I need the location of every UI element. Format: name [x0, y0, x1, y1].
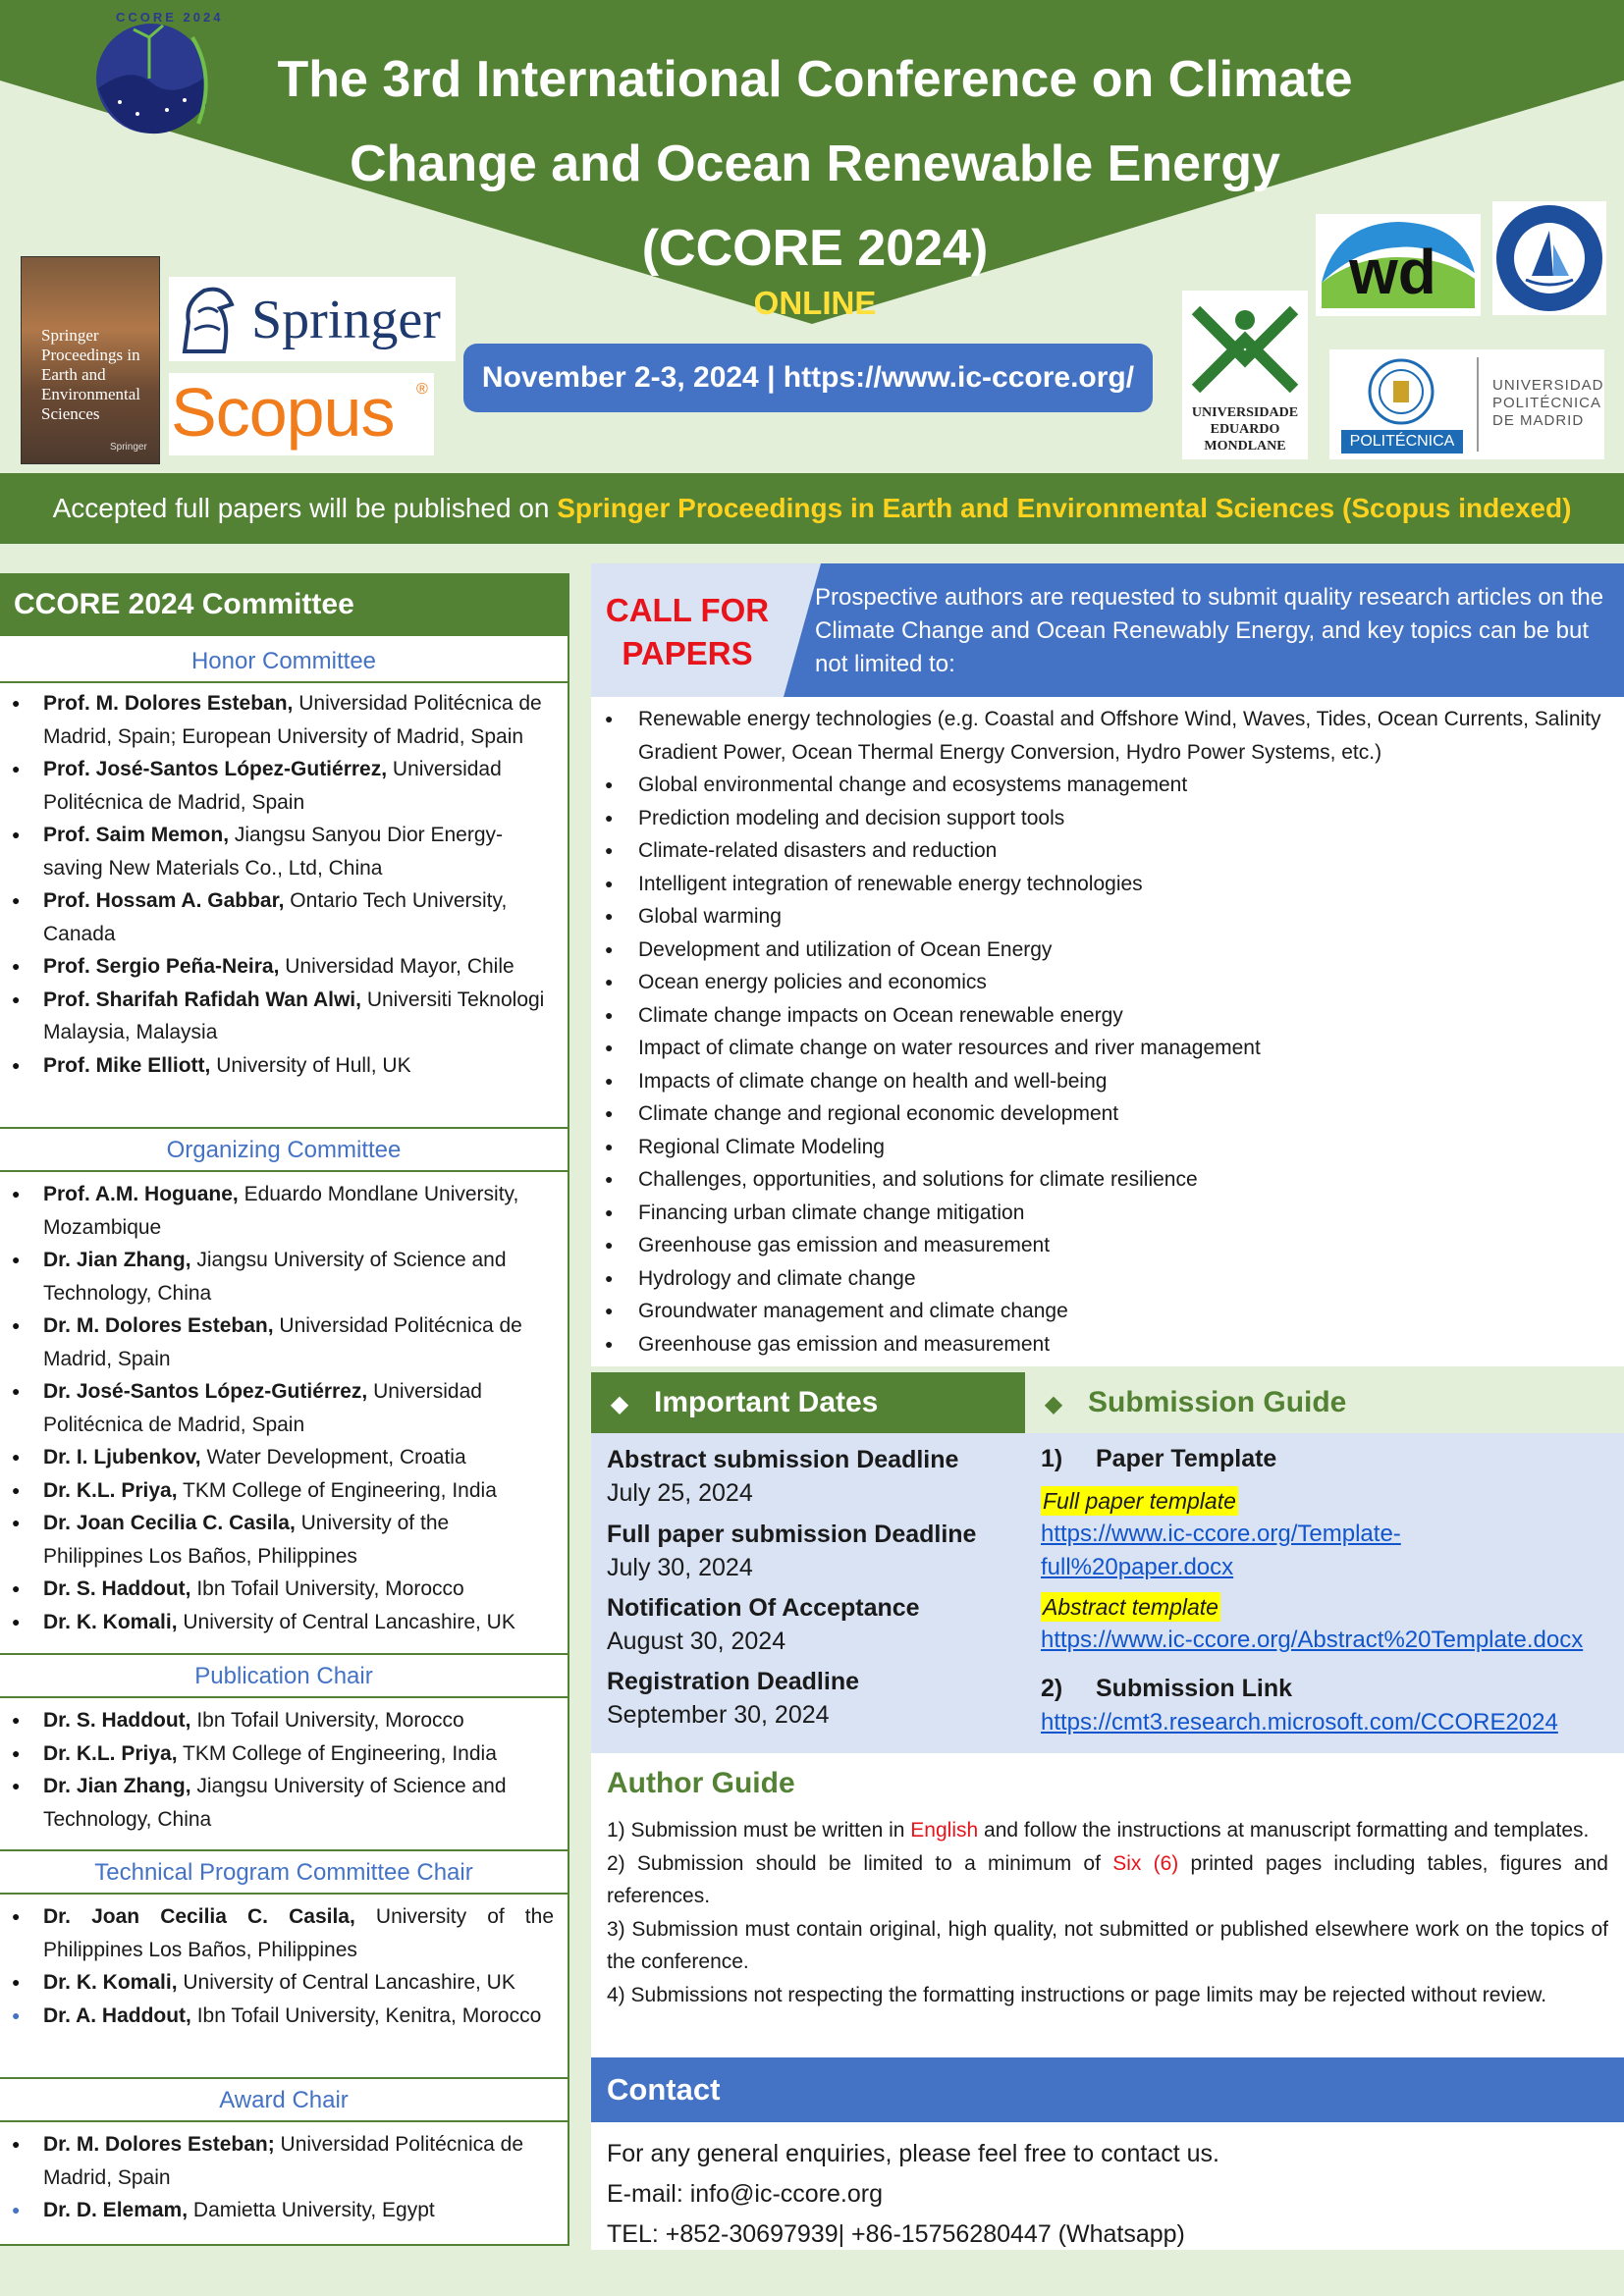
step-number: 1) [1041, 1445, 1063, 1472]
springer-text: Springer [251, 290, 441, 350]
date-label: Notification Of Acceptance [607, 1594, 920, 1622]
call-for-papers-label [591, 589, 784, 675]
rule-item: 1) Submission must be written in English and follow the instructions at manuscript formatting and templates. [607, 1819, 1590, 1842]
author-guide-rules [607, 1814, 1608, 2011]
list-item: ● Dr. K.L. Priya, TKM College of Engineering, India [0, 1737, 568, 1771]
publication-banner [0, 473, 1624, 544]
uem-emblem-icon [1182, 291, 1308, 404]
upm-name [1492, 377, 1604, 430]
date-label: Abstract submission Deadline [607, 1446, 959, 1473]
date-item [607, 1443, 958, 1510]
banner-prefix: Accepted full papers will be published on [52, 493, 558, 523]
divider [0, 1893, 568, 1895]
scopus-logo [169, 373, 434, 455]
list-item: ● Global environmental change and ecosystems management [591, 769, 1624, 802]
divider [0, 2120, 568, 2122]
contact-intro: For any general enquiries, please feel free to contact us. [607, 2140, 1219, 2167]
wd-logo [1316, 214, 1481, 316]
list-item: ● Financing urban climate change mitigation [591, 1197, 1624, 1230]
list-item: ● Prof. M. Dolores Esteban, Universidad Politécnica de Madrid, Spain; European University of Madrid, Spain [0, 687, 568, 753]
organizing-committee-heading: Organizing Committee [166, 1137, 402, 1163]
list-item: ● Prof. Hossam A. Gabbar, Ontario Tech University, Canada [0, 884, 568, 950]
banner-highlight: Springer Proceedings in Earth and Environmental Sciences (Scopus indexed) [557, 493, 1572, 523]
wd-logo-text: wd [1349, 237, 1436, 307]
committee-title: CCORE 2024 Committee [0, 573, 568, 636]
full-template-link[interactable]: https://www.ic-ccore.org/Template- [1041, 1521, 1401, 1547]
list-item: ● Prof. Mike Elliott, University of Hull, UK [0, 1049, 568, 1083]
publication-chair-list [0, 1704, 568, 1836]
list-item: ● Dr. Joan Cecilia C. Casila, University of the Philippines Los Baños, Philippines [0, 1507, 568, 1573]
full-template-link[interactable]: full%20paper.docx [1041, 1554, 1234, 1580]
list-item: ● Regional Climate Modeling [591, 1131, 1624, 1164]
technical-program-chair-list [0, 1900, 568, 2032]
list-item: ● Dr. S. Haddout, Ibn Tofail University, Morocco [0, 1573, 568, 1606]
ccore-logo-text: CCORE 2024 [116, 10, 224, 25]
contact-body [591, 2122, 1624, 2250]
date-label: Registration Deadline [607, 1668, 859, 1695]
organizing-committee-list [0, 1178, 568, 1638]
upm-divider [1477, 357, 1479, 452]
scopus-text: Scopus [171, 374, 395, 451]
list-item: ● Prof. Sharifah Rafidah Wan Alwi, Universiti Teknologi Malaysia, Malaysia [0, 984, 568, 1049]
springer-horse-icon [175, 283, 244, 355]
university-seal-logo [1492, 201, 1606, 315]
list-item: ● Climate change and regional economic development [591, 1097, 1624, 1131]
title-line: (CCORE 2024) [641, 220, 989, 277]
date-label: Full paper submission Deadline [607, 1521, 977, 1548]
important-dates-title: Important Dates [654, 1386, 879, 1418]
date-value: July 25, 2024 [607, 1479, 753, 1507]
divider [0, 1696, 568, 1698]
list-item: ● Dr. M. Dolores Esteban, Universidad Politécnica de Madrid, Spain [0, 1309, 568, 1375]
divider [0, 1127, 568, 1129]
date-value: September 30, 2024 [607, 1701, 830, 1729]
list-item: ● Dr. M. Dolores Esteban; Universidad Politécnica de Madrid, Spain [0, 2128, 568, 2194]
title-line: Change and Ocean Renewable Energy [350, 135, 1280, 192]
book-title: Springer Proceedings in Earth and Environmental Sciences [41, 326, 141, 423]
upm-name-line: UNIVERSIDAD [1492, 377, 1604, 394]
rule-item: 4) Submissions not respecting the formatting instructions or page limits may be rejected without review. [607, 1983, 1547, 2006]
upm-name-line: POLITÉCNICA [1492, 395, 1602, 411]
author-guide-section [591, 1753, 1624, 2057]
list-item: ● Greenhouse gas emission and measurement [591, 1328, 1624, 1362]
diamond-icon: ◆ [1044, 1391, 1063, 1417]
publication-chair-heading: Publication Chair [194, 1663, 373, 1689]
list-item: ● Greenhouse gas emission and measurement [591, 1229, 1624, 1262]
list-item: ● Dr. Jian Zhang, Jiangsu University of Science and Technology, China [0, 1770, 568, 1836]
contact-header: Contact [591, 2057, 1624, 2122]
header [0, 0, 1624, 473]
dates-guide-panel [591, 1433, 1624, 1753]
list-item: ● Impact of climate change on water resources and river management [591, 1032, 1624, 1065]
date-value: July 30, 2024 [607, 1554, 753, 1581]
paper-template-title: Paper Template [1096, 1445, 1277, 1472]
uem-name-line: UNIVERSIDADE [1191, 405, 1299, 420]
abstract-template-link[interactable]: https://www.ic-ccore.org/Abstract%20Template.docx [1041, 1627, 1584, 1653]
book-publisher: Springer [110, 442, 147, 453]
date-item [607, 1665, 859, 1732]
list-item: ● Impacts of climate change on health and well-being [591, 1065, 1624, 1098]
date-value: August 30, 2024 [607, 1628, 786, 1655]
conference-title [196, 37, 1434, 291]
uem-logo [1182, 291, 1308, 459]
proceedings-book-cover [22, 257, 159, 463]
list-item: ● Dr. D. Elemam, Damietta University, Egypt [0, 2194, 568, 2227]
list-item: ● Dr. Joan Cecilia C. Casila, University of the Philippines Los Baños, Philippines [0, 1900, 568, 1966]
award-chair-heading: Award Chair [219, 2087, 349, 2113]
cfp-label-line: PAPERS [622, 635, 753, 671]
divider [0, 681, 568, 683]
committee-panel [0, 573, 569, 2246]
date-item [607, 1518, 976, 1584]
technical-program-chair-heading: Technical Program Committee Chair [94, 1859, 473, 1886]
abstract-template-label: Abstract template [1043, 1594, 1218, 1620]
contact-phone: TEL: +852-30697939| +86-15756280447 (Whatsapp) [607, 2220, 1185, 2248]
title-line: The 3rd International Conference on Climate [277, 51, 1353, 108]
diamond-icon: ◆ [610, 1391, 629, 1417]
list-item: ● Climate-related disasters and reduction [591, 834, 1624, 868]
list-item: ● Dr. K. Komali, University of Central Lancashire, UK [0, 1606, 568, 1639]
award-chair-list [0, 2128, 568, 2227]
list-item: ● Prediction modeling and decision support tools [591, 802, 1624, 835]
author-guide-title: Author Guide [607, 1767, 795, 1799]
list-item: ● Prof. Saim Memon, Jiangsu Sanyou Dior Energy-saving New Materials Co., Ltd, China [0, 819, 568, 884]
list-item: ● Dr. K. Komali, University of Central Lancashire, UK [0, 1966, 568, 2000]
submission-link-title: Submission Link [1096, 1675, 1293, 1702]
list-item: ● Development and utilization of Ocean Energy [591, 934, 1624, 967]
upm-name-line: DE MADRID [1492, 412, 1585, 429]
uem-name-line: MONDLANE [1204, 439, 1286, 454]
divider [0, 1849, 568, 1851]
list-item: ● Renewable energy technologies (e.g. Coastal and Offshore Wind, Waves, Tides, Ocean Currents, Salinity Gradient Power, Ocean Thermal Energy Conversion, Hydro Power Systems, etc.) [591, 703, 1624, 769]
divider [0, 1170, 568, 1172]
divider [0, 2077, 568, 2079]
springer-logo [169, 277, 456, 361]
list-item: ● Hydrology and climate change [591, 1262, 1624, 1296]
registered-icon: ® [416, 381, 428, 398]
list-item: ● Dr. K.L. Priya, TKM College of Engineering, India [0, 1474, 568, 1508]
seal-icon [1492, 201, 1606, 315]
cfp-intro: Prospective authors are requested to submit quality research articles on the Climate Change and Ocean Renewably Energy, and key topics can be but not limited to: [815, 584, 1604, 677]
list-item: ● Prof. José-Santos López-Gutiérrez, Universidad Politécnica de Madrid, Spain [0, 753, 568, 819]
list-item: ● Climate change impacts on Ocean renewable energy [591, 999, 1624, 1033]
date-url-pill[interactable]: November 2-3, 2024 | https://www.ic-ccore.org/ [463, 344, 1153, 412]
rule-item: 3) Submission must contain original, high quality, not submitted or published elsewhere work on the topics of the conference. [607, 1917, 1608, 1973]
step-number: 2) [1041, 1675, 1063, 1702]
online-label: ONLINE [753, 285, 877, 321]
rule-item: 2) Submission should be limited to a minimum of Six (6) printed pages including tables, figures and references. [607, 1851, 1608, 1907]
upm-word: POLITÉCNICA [1341, 430, 1463, 454]
divider [0, 1653, 568, 1655]
list-item: ● Prof. A.M. Hoguane, Eduardo Mondlane University, Mozambique [0, 1178, 568, 1244]
list-item: ● Dr. A. Haddout, Ibn Tofail University, Kenitra, Morocco [0, 2000, 568, 2033]
important-dates-header [591, 1372, 1025, 1433]
list-item: ● Prof. Sergio Peña-Neira, Universidad Mayor, Chile [0, 950, 568, 984]
cfp-label-line: CALL FOR [605, 592, 770, 628]
topics-list [591, 703, 1624, 1361]
full-template-label: Full paper template [1043, 1488, 1236, 1514]
contact-email[interactable]: E-mail: info@ic-ccore.org [607, 2180, 884, 2208]
list-item: ● Ocean energy policies and economics [591, 966, 1624, 999]
date-item [607, 1591, 920, 1658]
upm-logo [1329, 349, 1604, 459]
submission-guide-header [1025, 1372, 1624, 1433]
uem-name-line: EDUARDO [1210, 422, 1280, 437]
list-item: ● Intelligent integration of renewable energy technologies [591, 868, 1624, 901]
upm-crest-icon [1367, 355, 1435, 428]
list-item: ● Dr. I. Ljubenkov, Water Development, Croatia [0, 1441, 568, 1474]
list-item: ● Dr. S. Haddout, Ibn Tofail University, Morocco [0, 1704, 568, 1737]
honor-committee-list [0, 687, 568, 1082]
list-item: ● Global warming [591, 900, 1624, 934]
honor-committee-heading: Honor Committee [190, 648, 377, 674]
list-item: ● Dr. Jian Zhang, Jiangsu University of Science and Technology, China [0, 1244, 568, 1309]
list-item: ● Challenges, opportunities, and solutions for climate resilience [591, 1163, 1624, 1197]
call-for-papers-section [591, 563, 1624, 1366]
submission-guide-title: Submission Guide [1088, 1386, 1347, 1418]
list-item: ● Groundwater management and climate change [591, 1295, 1624, 1328]
uem-name [1182, 404, 1308, 454]
submission-link[interactable]: https://cmt3.research.microsoft.com/CCORE2024 [1041, 1709, 1558, 1735]
list-item: ● Dr. José-Santos López-Gutiérrez, Universidad Politécnica de Madrid, Spain [0, 1375, 568, 1441]
